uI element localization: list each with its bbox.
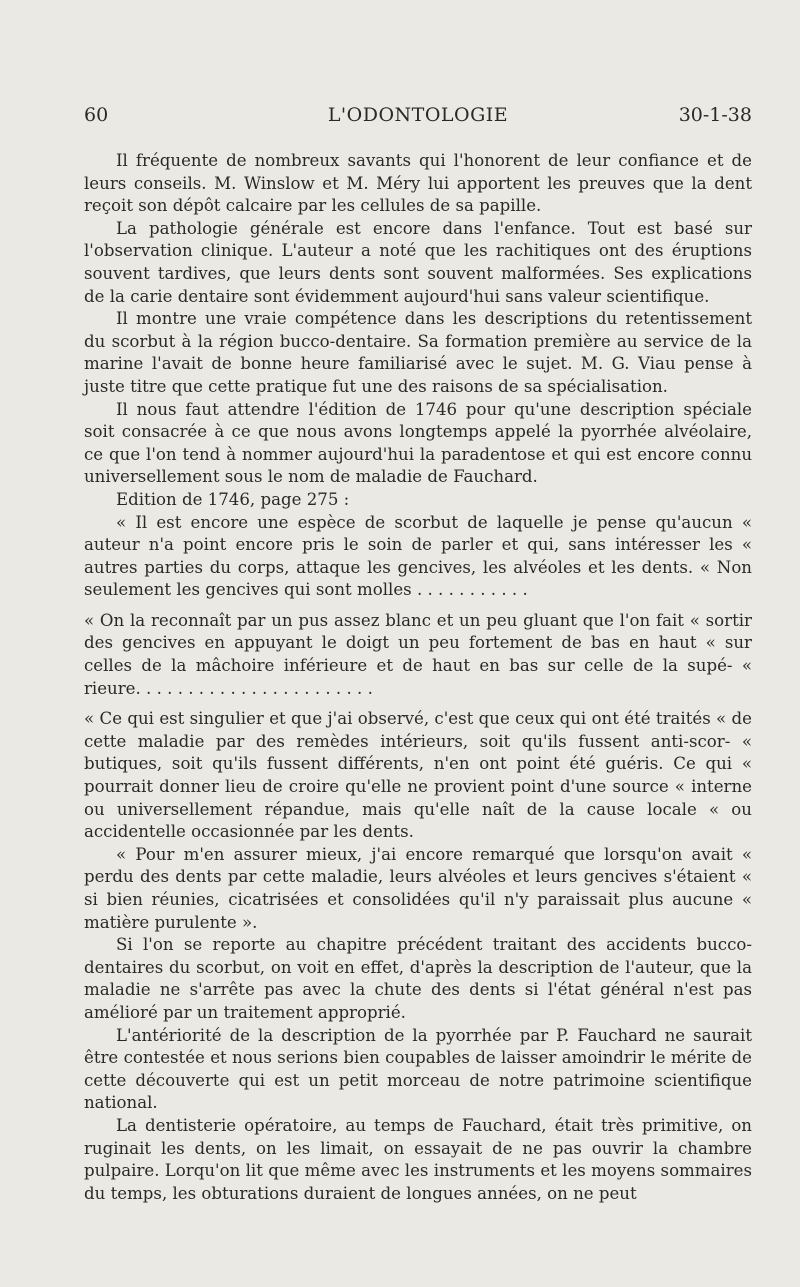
quotation: « On la reconnaît par un pus assez blanc et un peu gluant que l'on fait « sortir des gencives en appuyant le doigt un peu fortement de bas en haut « sur celles de la mâchoire inférieure et de haut en bas sur celle de la supé- « rieure. . . . . . . . . . . . . . . . . . . . . . . (84, 610, 752, 698)
paragraph: La pathologie générale est encore dans l'enfance. Tout est basé sur l'observation clinique. L'auteur a noté que les rachitiques ont des éruptions souvent tardives, que leurs dents sont souvent malformées. Ses explications de la carie dentaire sont évidemment aujourd'hui sans valeur scientifique. (84, 218, 752, 306)
page-number: 60 (84, 104, 109, 126)
issue-date: 30-1-38 (678, 104, 752, 126)
paragraph: Edition de 1746, page 275 : (116, 489, 350, 509)
paragraph: Il fréquente de nombreux savants qui l'honorent de leur confiance et de leurs conseils. M. Winslow et M. Méry lui apportent les preuves que la dent reçoit son dépôt calcaire par les cellules de sa papille. (84, 151, 752, 216)
paragraph: Si l'on se reporte au chapitre précédent traitant des accidents bucco-dentaires du scorbut, on voit en effet, d'après la description de l'auteur, que la maladie ne s'arrête pas avec la chute des dents si l'état général n'est pas amélioré par un traitement approprié. (84, 935, 752, 1022)
paragraph: L'antériorité de la description de la pyorrhée par P. Fauchard ne saurait être contestée et nous serions bien coupables de laisser amoindrir le mérite de cette découverte qui est un petit morceau de notre patrimoine scientifique national. (84, 1025, 752, 1113)
paragraph: La dentisterie opératoire, au temps de Fauchard, était très primitive, on ruginait les dents, on les limait, on essayait de ne pas ouvrir la chambre pulpaire. Lorqu'on lit que même avec les instruments et les moyens sommaires du temps, les obturations duraient de longues années, on ne peut (84, 1115, 752, 1203)
running-title: L'ODONTOLOGIE (327, 104, 509, 126)
paragraph: Il nous faut attendre l'édition de 1746 pour qu'une description spéciale soit consacrée à ce que nous avons longtemps appelé la pyorrhée alvéolaire, ce que l'on tend à nommer aujourd'hui la paradentose et qui est encore connu universellement sous le nom de maladie de Fauchard. (84, 399, 752, 487)
quotation: « Il est encore une espèce de scorbut de laquelle je pense qu'aucun « auteur n'a point encore pris le soin de parler et qui, sans intéresser les « autres parties du corps, attaque les gencives, les alvéoles et les dents. « Non seulement les gencives qui sont molles . . . . . . . . . . . (84, 512, 752, 600)
page-header (84, 104, 752, 134)
quotation: « Pour m'en assurer mieux, j'ai encore remarqué que lorsqu'on avait « perdu des dents par cette maladie, leurs alvéoles et leurs gencives s'étaient « si bien réunies, cicatrisées et consolidées qu'il n'y paraissait plus aucune « matière purulente ». (84, 844, 752, 932)
paragraph: Il montre une vraie compétence dans les descriptions du retentissement du scorbut à la région bucco-dentaire. Sa formation première au service de la marine l'avait de bonne heure familiarisé avec le sujet. M. G. Viau pense à juste titre que cette pratique fut une des raisons de sa spécialisation. (84, 309, 752, 396)
quotation: « Ce qui est singulier et que j'ai observé, c'est que ceux qui ont été traités « de cette maladie par des remèdes intérieurs, soit qu'ils fussent anti-scor- « butiques, soit qu'ils fussent différents, n'en ont point été guéris. Ce qui « pourrait donner lieu de croire qu'elle ne provient point d'une source « interne ou universellement répandue, mais qu'elle naît de la cause locale « ou accidentelle occasionnée par les dents. (84, 709, 752, 842)
body-text (84, 150, 752, 1205)
